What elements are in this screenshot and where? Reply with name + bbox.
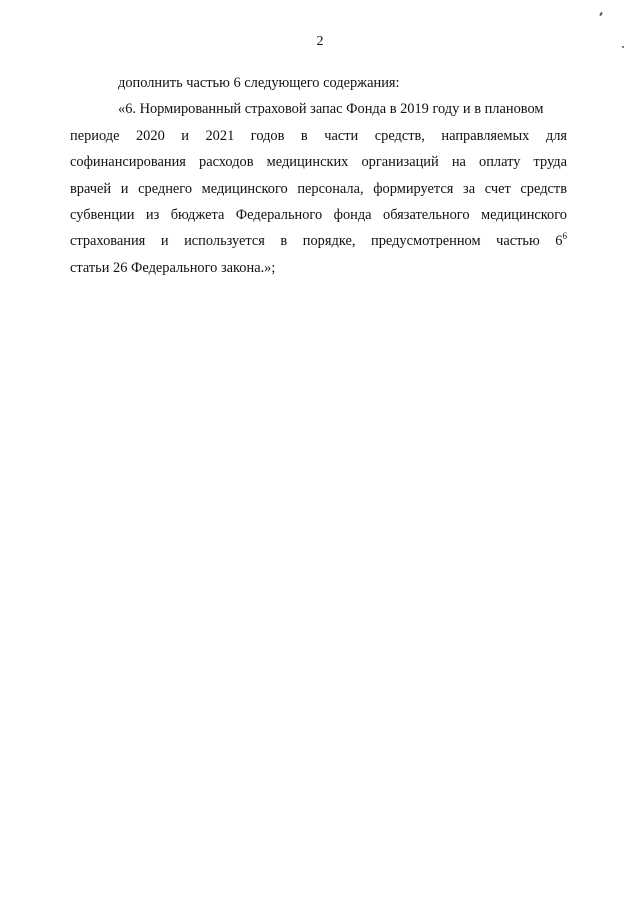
text-line — [70, 228, 567, 254]
page-number: 2 — [316, 34, 324, 49]
document-body — [70, 70, 567, 281]
text-line: софинансирования расходов медицинских организаций на оплату труда — [70, 154, 567, 171]
text-line: врачей и среднего медицинского персонала, формируется за счет средств — [70, 180, 567, 197]
text-line: статьи 26 Федерального закона.»; — [70, 259, 276, 276]
text-line: «6. Нормированный страховой запас Фонда в 2019 году и в плановом — [118, 101, 544, 118]
scan-speck — [599, 12, 603, 16]
text-line-main: страхования и используется в порядке, предусмотренном частью 6 — [70, 233, 563, 250]
text-line: субвенции из бюджета Федерального фонда обязательного медицинского — [70, 207, 567, 224]
superscript: 6 — [562, 231, 567, 242]
text-line: дополнить частью 6 следующего содержания: — [118, 75, 400, 91]
text-line: периоде 2020 и 2021 годов в части средств, направляемых для — [70, 127, 567, 144]
